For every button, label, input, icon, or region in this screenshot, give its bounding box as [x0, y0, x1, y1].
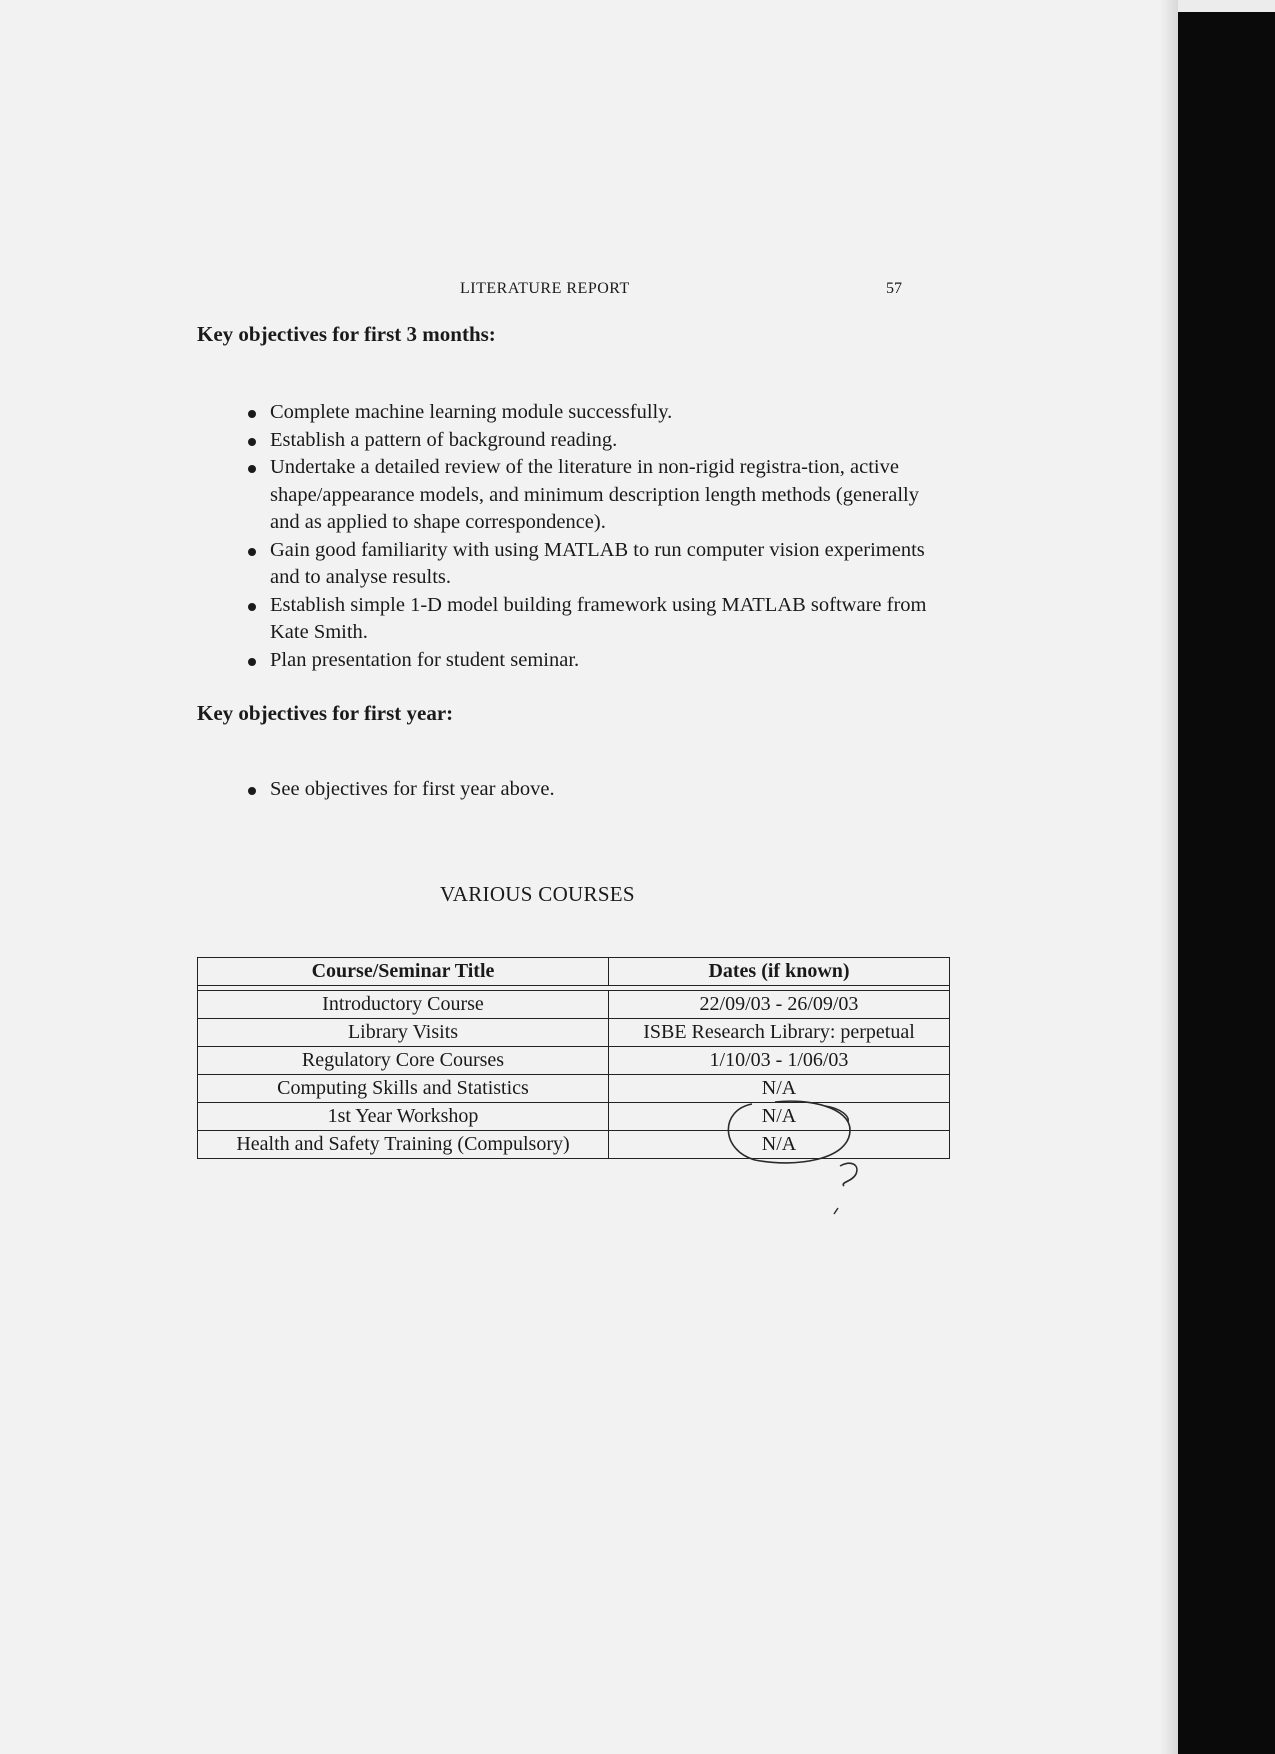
page-number: 57: [886, 280, 902, 297]
table-cell: Computing Skills and Statistics: [198, 1075, 609, 1102]
table-cell: Regulatory Core Courses: [198, 1047, 609, 1074]
table-cell: 22/09/03 - 26/09/03: [699, 993, 859, 1015]
table-cell: 1st Year Workshop: [198, 1103, 609, 1130]
column-header: Dates (if known): [708, 960, 850, 982]
list-item: Complete machine learning module successfully.: [248, 399, 928, 427]
list-item: See objectives for first year above.: [248, 776, 928, 804]
table-cell: Health and Safety Training (Compulsory): [198, 1131, 609, 1158]
list-item: Establish a pattern of background reading.: [248, 427, 928, 455]
question-mark-dot: [834, 1208, 838, 1214]
objectives-3months-list: [248, 399, 928, 674]
column-header: Course/Seminar Title: [198, 958, 609, 985]
page-header: [0, 280, 1275, 304]
table-cell: N/A: [761, 1077, 797, 1099]
table-cell: ISBE Research Library: perpetual: [643, 1021, 915, 1043]
section-title-3months: Key objectives for first 3 months:: [197, 322, 496, 346]
objectives-year-list: [248, 776, 928, 804]
bullet-icon: [248, 465, 256, 473]
table-row: [198, 991, 949, 1019]
bullet-icon: [248, 603, 256, 611]
running-head: LITERATURE REPORT: [460, 280, 630, 297]
table-cell: Introductory Course: [198, 991, 609, 1018]
table-cell: N/A: [761, 1133, 797, 1155]
table-row: [198, 1047, 949, 1075]
table-cell: Library Visits: [198, 1019, 609, 1046]
bullet-icon: [248, 548, 256, 556]
handwritten-annotation: [700, 1090, 880, 1220]
table-cell: 1/10/03 - 1/06/03: [709, 1049, 849, 1071]
question-mark-stroke: [840, 1163, 857, 1186]
list-item: Undertake a detailed review of the literature in non-rigid registra-tion, active shape/appearance models, and minimum description length methods (generally and as applied to shape correspondence).: [248, 454, 928, 537]
pen-tick-stroke: [825, 1106, 848, 1122]
table-cell: N/A: [761, 1105, 797, 1127]
list-item: Gain good familiarity with using MATLAB to run computer vision experiments and to analyse results.: [248, 537, 928, 592]
section-title-year: Key objectives for first year:: [197, 701, 454, 725]
scanner-dark-edge: [1178, 12, 1275, 1754]
bullet-icon: [248, 787, 256, 795]
pen-circle-stroke: [728, 1101, 850, 1163]
bullet-icon: [248, 410, 256, 418]
table-header-row: [198, 958, 949, 986]
table-row: [198, 1019, 949, 1047]
list-item: Plan presentation for student seminar.: [248, 647, 928, 675]
list-item: Establish simple 1-D model building framework using MATLAB software from Kate Smith.: [248, 592, 928, 647]
paper-edge-shadow: [1160, 0, 1178, 1754]
courses-heading: VARIOUS COURSES: [440, 882, 635, 906]
bullet-icon: [248, 438, 256, 446]
bullet-icon: [248, 658, 256, 666]
